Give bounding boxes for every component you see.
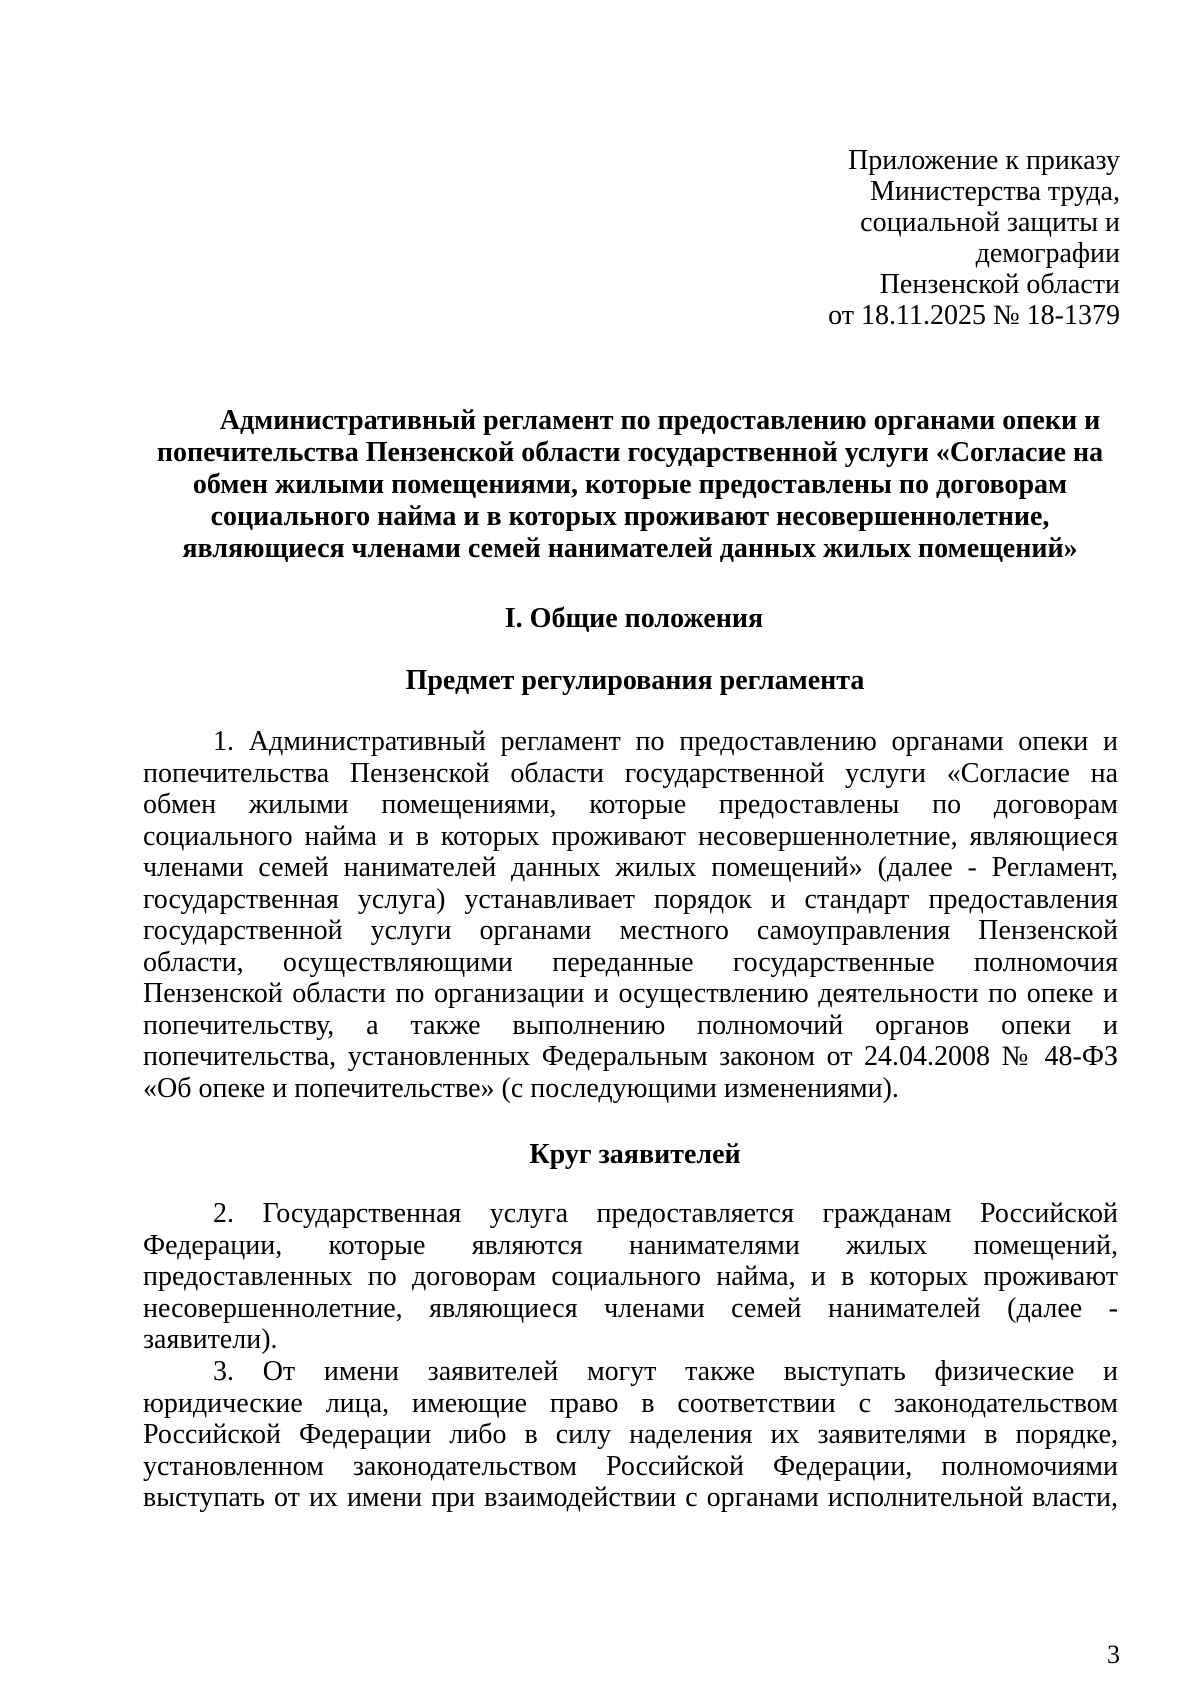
paragraph-line: попечительства Пензенской области государственной услуги «Согласие на: [143, 757, 1118, 789]
header-line: Министерства труда,: [869, 176, 1120, 207]
paragraph-line: 2. Государственная услуга предоставляется гражданам Российской: [213, 1198, 1118, 1229]
subheading-subject: Предмет регулирования регламента: [405, 665, 865, 696]
paragraph-line: юридические лица, имеющие право в соответствии с законодательством: [143, 1387, 1118, 1419]
paragraph-line: социального найма и в которых проживают несовершеннолетние, являющиеся: [143, 820, 1118, 852]
title-line: являющиеся членами семей нанимателей данных жилых помещений»: [182, 533, 1078, 564]
header-line: от 18.11.2025 № 18-1379: [828, 300, 1120, 331]
paragraph-line: членами семей нанимателей данных жилых помещений» (далее - Регламент,: [143, 852, 1118, 883]
paragraph-2: [143, 1198, 1118, 1356]
paragraph-line: попечительства, установленных Федеральным законом от 24.04.2008 № 48-ФЗ: [143, 1041, 1118, 1072]
header-line: социальной защиты и: [860, 207, 1120, 238]
paragraph-line: установленном законодательством Российской Федерации, полномочиями: [143, 1450, 1118, 1482]
paragraph-line: попечительству, а также выполнению полномочий органов опеки и: [143, 1009, 1118, 1041]
paragraph-line: государственная услуга) устанавливает порядок и стандарт предоставления: [143, 883, 1118, 915]
paragraph-line: 1. Административный регламент по предоставлению органами опеки и: [213, 726, 1118, 757]
section-heading-general: I. Общие положения: [504, 603, 764, 634]
title-line: обмен жилыми помещениями, которые предоставлены по договорам: [192, 469, 1068, 500]
paragraph-line: 3. От имени заявителей могут также выступать физические и: [213, 1356, 1118, 1387]
title-line: Административный регламент по предоставлению органами опеки и: [219, 405, 1101, 436]
title-line: социального найма и в которых проживают несовершеннолетние,: [210, 501, 1050, 532]
header-line: Приложение к приказу: [848, 145, 1120, 176]
order-appendix-header: [700, 145, 1120, 331]
paragraph-line: области, осуществляющими переданные государственные полномочия: [143, 946, 1118, 978]
paragraph-line: несовершеннолетние, являющиеся членами семей нанимателей (далее -: [143, 1292, 1118, 1324]
document-title: [140, 405, 1120, 565]
title-line: попечительства Пензенской области государственной услуги «Согласие на: [156, 437, 1104, 468]
paragraph-1: [143, 726, 1118, 1104]
paragraph-line: Пензенской области по организации и осуществлению деятельности по опеке и: [143, 978, 1118, 1009]
paragraph-line: «Об опеке и попечительстве» (с последующими изменениями).: [143, 1072, 899, 1104]
header-line: Пензенской области: [879, 269, 1120, 300]
paragraph-line: Федерации, которые являются нанимателями жилых помещений,: [143, 1229, 1118, 1261]
page-number: 3: [1107, 1640, 1120, 1669]
paragraph-line: заявители).: [143, 1324, 278, 1355]
paragraph-line: предоставленных по договорам социального найма, и в которых проживают: [143, 1261, 1118, 1292]
paragraph-line: Российской Федерации либо в силу наделения их заявителями в порядке,: [143, 1419, 1118, 1450]
paragraph-line: государственной услуги органами местного самоуправления Пензенской: [143, 915, 1118, 946]
paragraph-3: [143, 1356, 1118, 1514]
paragraph-line: обмен жилыми помещениями, которые предоставлены по договорам: [143, 789, 1118, 820]
subheading-applicants: Круг заявителей: [529, 1139, 741, 1170]
header-line: демографии: [975, 238, 1120, 269]
paragraph-line: выступать от их имени при взаимодействии с органами исполнительной власти,: [143, 1482, 1118, 1513]
